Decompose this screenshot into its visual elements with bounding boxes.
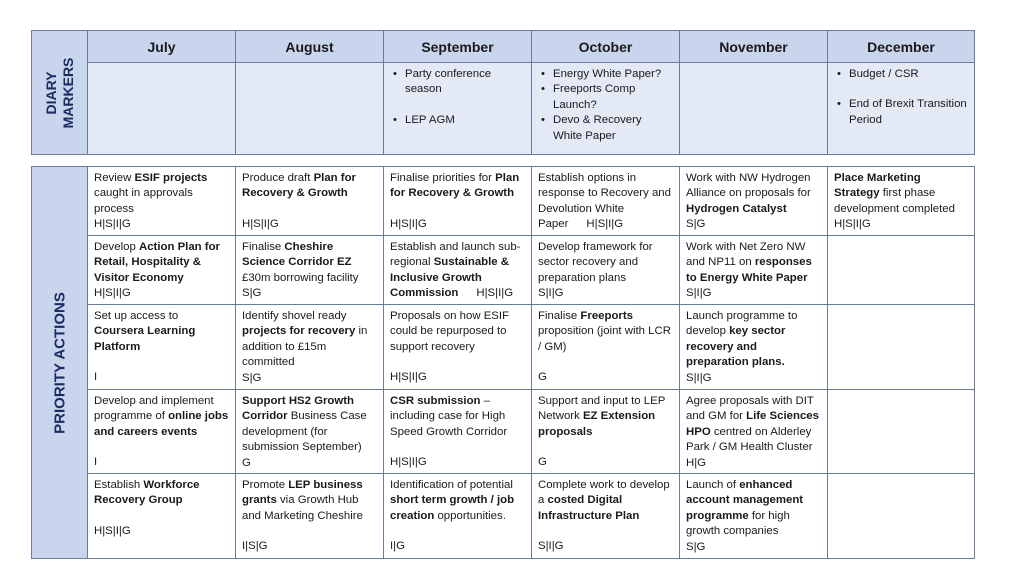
priority-action-run: Develop	[94, 241, 139, 253]
priority-action-run: £30m borrowing facility	[242, 271, 359, 284]
month-header-july: July	[88, 31, 236, 63]
priority-action-highlight: Workforce Recovery Group	[94, 479, 200, 507]
theme-tags: H|S|I|G	[586, 218, 624, 231]
priority-action-highlight: responses to Energy White Paper	[686, 256, 812, 284]
theme-tags: H|S|I|G	[476, 287, 514, 300]
priority-action-cell	[384, 474, 532, 559]
priority-action-cell	[532, 167, 680, 236]
priority-action-run: Work with Net Zero NW and NP11 on	[686, 241, 806, 269]
priority-action-text	[686, 310, 797, 368]
diary-markers-row	[32, 63, 975, 155]
priority-action-cell	[828, 305, 975, 390]
priority-action-highlight: LEP business grants	[242, 479, 363, 507]
priority-action-text	[686, 172, 811, 215]
theme-tags: H|S|I|G	[94, 218, 131, 231]
priority-action-run: Business Case development (for submission September)	[242, 410, 367, 454]
priority-action-text	[390, 395, 507, 438]
priority-actions-label-text: PRIORITY ACTIONS	[51, 291, 68, 434]
priority-action-text	[94, 241, 220, 284]
priority-action-cell	[532, 474, 680, 559]
priority-actions-table	[31, 166, 975, 559]
priority-action-highlight: Freeports	[580, 310, 633, 322]
priority-action-run: Finalise	[242, 241, 285, 253]
priority-action-text	[538, 395, 665, 438]
priority-action-text	[686, 395, 819, 453]
month-header-august: August	[236, 31, 384, 63]
theme-tags: H|S|I|G	[390, 217, 427, 230]
theme-tags: H|S|I|G	[242, 217, 279, 230]
priority-action-run: Launch programme to develop	[686, 310, 798, 338]
diary-marker-item: • Energy White Paper?	[538, 67, 673, 82]
priority-row	[32, 305, 975, 390]
theme-tags: I	[94, 371, 98, 384]
priority-action-run: Develop framework for sector recovery and preparation plans	[538, 241, 653, 284]
priority-action-run: Complete work to develop a	[538, 479, 670, 507]
priority-action-run: Finalise priorities for	[390, 172, 496, 184]
priority-action-cell	[828, 236, 975, 305]
priority-action-run: Identification of potential	[390, 479, 513, 492]
diary-cell-october	[532, 63, 680, 155]
priority-action-text	[242, 479, 363, 522]
priority-action-highlight: Support HS2 Growth Corridor	[242, 395, 355, 423]
priority-action-cell	[680, 474, 828, 559]
priority-action-cell	[236, 236, 384, 305]
priority-action-cell	[680, 167, 828, 236]
theme-tags: I	[94, 456, 98, 469]
priority-action-cell	[680, 236, 828, 305]
priority-action-run: Develop and implement programme of	[94, 395, 214, 423]
priority-action-cell	[680, 305, 828, 390]
priority-action-run: caught in approvals process	[94, 187, 193, 215]
theme-tags: S|I|G	[538, 287, 564, 300]
priority-action-text	[834, 172, 955, 215]
priority-action-text	[538, 479, 670, 522]
priority-action-cell	[532, 390, 680, 474]
priority-action-highlight: Cheshire Science Corridor EZ	[242, 241, 352, 269]
theme-tags: H|S|I|G	[834, 218, 871, 231]
priority-action-cell	[384, 390, 532, 474]
diary-cell-july	[88, 63, 236, 155]
diary-markers-label	[32, 31, 88, 155]
theme-tags: S|G	[686, 218, 706, 231]
priority-action-cell	[680, 390, 828, 474]
priority-action-cell	[384, 167, 532, 236]
priority-action-highlight: Plan for Recovery & Growth	[242, 172, 356, 200]
priority-action-highlight: Life Sciences HPO	[686, 410, 819, 438]
priority-action-run: Work with NW Hydrogen Alliance on proposals for	[686, 172, 811, 200]
priority-action-run: Support and input to LEP Network	[538, 395, 666, 423]
priority-action-highlight: CSR submission	[390, 395, 481, 407]
priority-action-text	[242, 241, 359, 284]
priority-action-highlight: Sustainable & Inclusive Growth Commission	[390, 256, 510, 300]
diary-marker-item: • End of Brexit Transition Period	[834, 97, 968, 128]
priority-action-text	[94, 172, 207, 215]
theme-tags: S|I|G	[538, 540, 564, 553]
priority-action-run: Finalise	[538, 310, 581, 322]
priority-action-run: Produce draft	[242, 172, 314, 184]
priority-action-highlight: Plan for Recovery & Growth	[390, 172, 520, 200]
diary-label-line1: DIARY	[42, 70, 59, 115]
theme-tags: S|G	[242, 287, 262, 300]
priority-action-run: Identify shovel ready	[242, 310, 347, 322]
theme-tags: H|S|I|G	[94, 287, 131, 300]
diary-marker-item: • Devo & Recovery White Paper	[538, 113, 673, 144]
priority-action-run: Launch of	[686, 479, 740, 492]
priority-actions-label	[32, 167, 88, 559]
priority-action-run: Promote	[242, 479, 289, 492]
theme-tags: H|S|I|G	[390, 456, 427, 469]
priority-action-run: in addition to £15m committed	[242, 325, 368, 369]
month-header-row	[32, 31, 975, 63]
diary-marker-list	[390, 67, 525, 128]
priority-action-highlight: key sector recovery and preparation plans.	[686, 325, 786, 369]
diary-marker-item: • Budget / CSR	[834, 67, 968, 82]
theme-tags: S|G	[686, 540, 706, 553]
priority-action-text	[390, 479, 514, 522]
diary-marker-list	[834, 67, 968, 128]
theme-tags: G	[538, 456, 547, 469]
priority-action-run: opportunities.	[434, 509, 506, 522]
priority-action-run: via Growth Hub and Marketing Cheshire	[242, 494, 363, 522]
diary-cell-november	[680, 63, 828, 155]
priority-action-highlight: EZ Extension proposals	[538, 410, 656, 438]
priority-action-highlight: projects for recovery	[242, 325, 356, 338]
priority-action-cell	[88, 236, 236, 305]
theme-tags: H|S|I|G	[390, 371, 427, 384]
diary-markers-table	[31, 30, 975, 155]
diary-marker-item: • Freeports Comp Launch?	[538, 82, 673, 113]
priority-action-run: Establish and launch sub-regional	[390, 241, 521, 269]
priority-action-run: proposition (joint with LCR / GM)	[538, 325, 671, 353]
theme-tags: I|S|G	[242, 540, 268, 553]
priority-action-highlight: Place Marketing Strategy	[834, 172, 921, 200]
priority-action-cell	[236, 167, 384, 236]
priority-action-text	[94, 395, 228, 438]
priority-action-run: first phase development completed	[834, 187, 955, 215]
priority-action-cell	[88, 305, 236, 390]
priority-action-highlight: Hydrogen Catalyst	[686, 202, 787, 215]
diary-cell-september	[384, 63, 532, 155]
priority-action-text	[94, 479, 200, 506]
priority-action-text	[390, 310, 509, 353]
priority-action-text	[390, 172, 519, 199]
priority-action-run: Set up access to	[94, 310, 179, 322]
priority-action-cell	[236, 390, 384, 474]
diary-marker-list	[538, 67, 673, 144]
priority-action-text	[538, 172, 671, 230]
priority-action-run: centred on Alderley Park / GM Health Cluster	[686, 425, 813, 454]
priority-action-highlight: costed Digital Infrastructure Plan	[538, 494, 640, 522]
priority-action-run: Agree proposals with DIT and GM for	[686, 395, 814, 423]
priority-action-run: – including case for High Speed Growth Corridor	[390, 395, 508, 438]
priority-row	[32, 474, 975, 559]
theme-tags: S|G	[242, 371, 262, 384]
month-header-september: September	[384, 31, 532, 63]
priority-action-cell	[532, 236, 680, 305]
priority-action-text	[538, 241, 653, 284]
priority-row	[32, 390, 975, 474]
theme-tags: S|I|G	[686, 371, 712, 384]
priority-action-cell	[384, 236, 532, 305]
diary-cell-december	[828, 63, 975, 155]
priority-action-cell	[384, 305, 532, 390]
priority-action-cell	[88, 167, 236, 236]
priority-action-text	[686, 479, 803, 537]
theme-tags: H|G	[686, 456, 707, 469]
priority-action-text	[686, 241, 812, 284]
month-header-october: October	[532, 31, 680, 63]
priority-action-cell	[828, 474, 975, 559]
priority-action-highlight: Action Plan for Retail, Hospitality & Visitor Economy	[94, 241, 220, 284]
priority-action-cell	[88, 474, 236, 559]
priority-action-text	[242, 395, 367, 453]
priority-action-run: Review	[94, 172, 135, 184]
diary-marker-item: • Party conference season	[390, 67, 525, 98]
priority-action-highlight: online jobs and careers events	[94, 410, 229, 438]
priority-action-cell	[828, 390, 975, 474]
diary-label-line2: MARKERS	[59, 57, 76, 128]
priority-action-run: Establish options in response to Recovery and Devolution White Paper	[538, 172, 671, 231]
theme-tags: G	[242, 456, 251, 469]
diary-marker-item: • LEP AGM	[390, 113, 525, 128]
theme-tags: G	[538, 371, 547, 384]
diary-cell-august	[236, 63, 384, 155]
priority-action-highlight: enhanced account management programme	[686, 479, 804, 522]
priority-actions-body	[32, 167, 975, 559]
theme-tags: H|S|I|G	[94, 524, 131, 537]
priority-row	[32, 236, 975, 305]
priority-action-cell	[88, 390, 236, 474]
theme-tags: I|G	[390, 540, 405, 553]
priority-action-text	[94, 310, 195, 353]
priority-action-highlight: Coursera Learning Platform	[94, 325, 196, 353]
priority-action-text	[538, 310, 671, 353]
priority-action-text	[390, 241, 520, 299]
theme-tags: S|I|G	[686, 287, 712, 300]
priority-action-highlight: short term growth / job creation	[390, 494, 515, 522]
priority-action-run: Establish	[94, 479, 144, 492]
month-header-december: December	[828, 31, 975, 63]
priority-action-run: for high growth companies	[686, 509, 790, 538]
month-header-november: November	[680, 31, 828, 63]
priority-action-run: Proposals on how ESIF could be repurposed to support recovery	[390, 310, 510, 353]
priority-action-text	[242, 172, 356, 199]
priority-row	[32, 167, 975, 236]
priority-action-cell	[828, 167, 975, 236]
priority-action-cell	[236, 305, 384, 390]
priority-action-cell	[236, 474, 384, 559]
priority-action-highlight: ESIF projects	[134, 172, 208, 184]
priority-action-cell	[532, 305, 680, 390]
priority-action-text	[242, 310, 367, 368]
